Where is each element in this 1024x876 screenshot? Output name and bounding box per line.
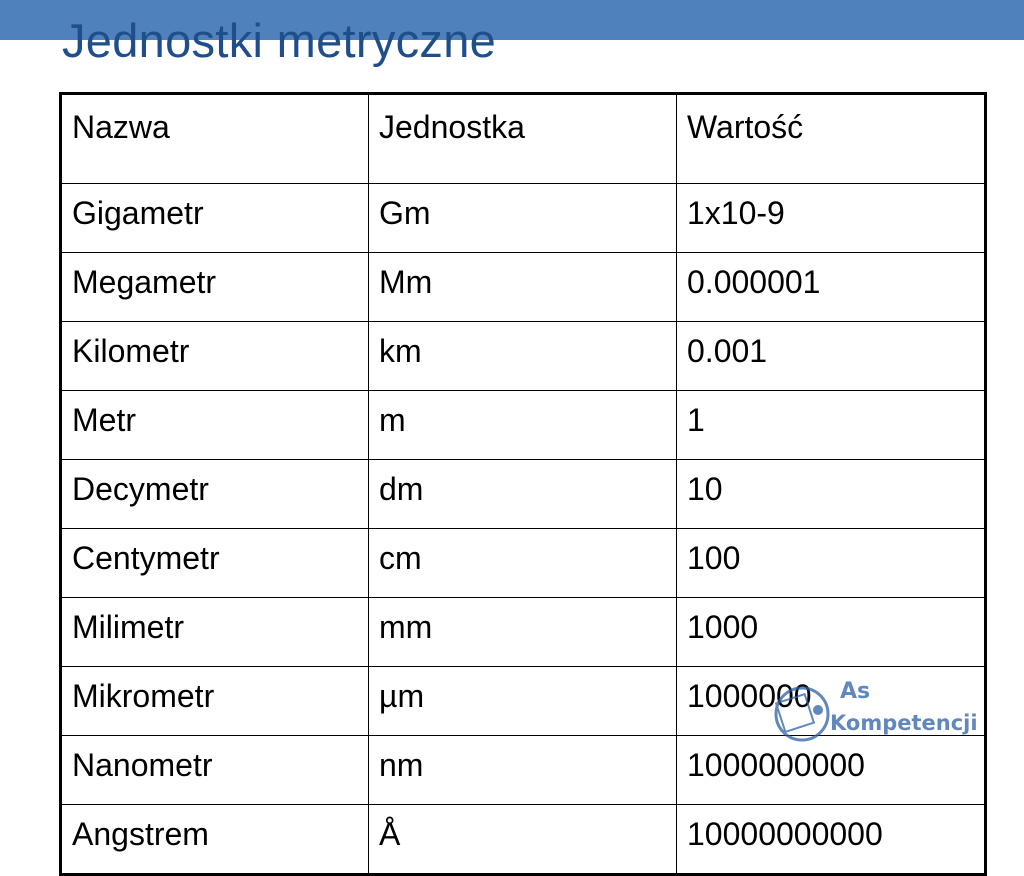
logo-graphic — [772, 668, 994, 748]
cell-name: Decymetr — [61, 460, 369, 529]
column-header-value: Wartość — [677, 94, 986, 184]
units-table — [59, 92, 987, 876]
cell-name: Megametr — [61, 253, 369, 322]
cell-value: 1000 — [677, 598, 986, 667]
cell-name: Kilometr — [61, 322, 369, 391]
cell-unit: Mm — [369, 253, 677, 322]
logo-dot-icon — [813, 705, 823, 715]
cell-value: 10 — [677, 460, 986, 529]
cell-value: 1 — [677, 391, 986, 460]
column-header-unit: Jednostka — [369, 94, 677, 184]
units-table-container — [59, 92, 984, 852]
cell-value: 100 — [677, 529, 986, 598]
as-kompetencji-logo — [772, 668, 994, 748]
cell-value: 10000000000 — [677, 805, 986, 875]
cell-unit: m — [369, 391, 677, 460]
cell-value: 1000000000 — [677, 736, 986, 805]
cell-unit: km — [369, 322, 677, 391]
cell-name: Milimetr — [61, 598, 369, 667]
table-row — [61, 460, 986, 529]
table-row — [61, 184, 986, 253]
table-row — [61, 805, 986, 875]
cell-value: 1000000 — [677, 667, 986, 736]
cell-name: Centymetr — [61, 529, 369, 598]
cell-unit: dm — [369, 460, 677, 529]
cell-unit: Å — [369, 805, 677, 875]
table-row — [61, 598, 986, 667]
cell-name: Gigametr — [61, 184, 369, 253]
cell-name: Mikrometr — [61, 667, 369, 736]
table-row — [61, 529, 986, 598]
cell-unit: cm — [369, 529, 677, 598]
cell-name: Nanometr — [61, 736, 369, 805]
cell-name: Angstrem — [61, 805, 369, 875]
cell-unit: mm — [369, 598, 677, 667]
slide-title: Jednostki metryczne — [62, 14, 497, 67]
cell-name: Metr — [61, 391, 369, 460]
cell-unit: µm — [369, 667, 677, 736]
cell-unit: nm — [369, 736, 677, 805]
cell-value: 0.000001 — [677, 253, 986, 322]
logo-text-as: As — [840, 679, 871, 704]
column-header-name: Nazwa — [61, 94, 369, 184]
table-row — [61, 253, 986, 322]
logo-text-kompetencji: Kompetencji — [830, 711, 978, 735]
cell-value: 0.001 — [677, 322, 986, 391]
table-header-row — [61, 94, 986, 184]
table-row — [61, 322, 986, 391]
cell-value: 1x10-9 — [677, 184, 986, 253]
cell-unit: Gm — [369, 184, 677, 253]
table-row — [61, 391, 986, 460]
